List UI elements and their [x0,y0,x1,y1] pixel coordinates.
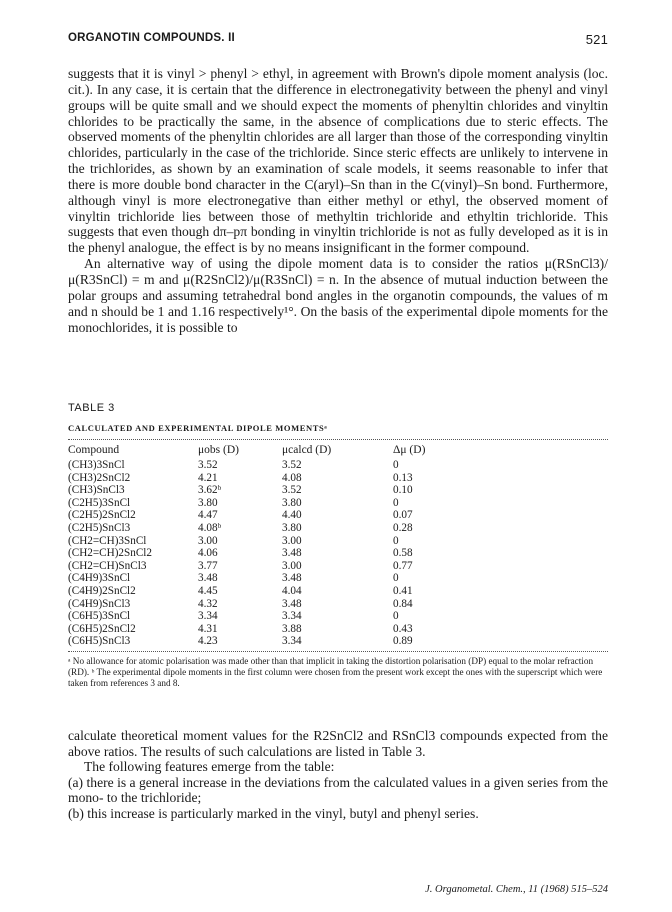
table-row [68,509,608,522]
cell-delta-mu: 0 [393,572,399,585]
cell-compound: (C4H9)3SnCl [68,572,131,585]
cell-mu-calcd: 3.52 [282,459,302,471]
table-row [68,623,608,636]
cell-compound: (C4H9)SnCl3 [68,597,131,610]
header-compound: Compound [68,444,120,456]
cell-mu-calcd: 4.04 [282,584,302,597]
cell-mu-calcd: 3.52 [282,484,302,497]
cell-delta-mu: 0.43 [393,622,413,635]
cell-compound: (C6H5)2SnCl2 [68,622,136,635]
table-row [68,598,608,611]
cell-mu-obs: 3.62ᵇ [198,484,222,497]
cell-delta-mu: 0.13 [393,471,413,484]
cell-mu-calcd: 3.80 [282,496,302,509]
table-3 [68,402,608,689]
header-mu-calcd: μcalcd (D) [282,444,332,456]
table-row [68,497,608,510]
cell-mu-obs: 4.32 [198,597,218,610]
header-mu-obs: μobs (D) [198,444,239,456]
after-table-text [68,728,608,822]
table-body [68,459,608,648]
running-title: ORGANOTIN COMPOUNDS. II [68,32,235,44]
table-row [68,535,608,548]
table-row [68,610,608,623]
cell-mu-calcd: 3.00 [282,559,302,572]
table-row [68,560,608,573]
cell-mu-obs: 4.31 [198,622,218,635]
journal-reference: J. Organometal. Chem., 11 (1968) 515–524 [425,884,608,895]
cell-delta-mu: 0.77 [393,559,413,572]
cell-mu-calcd: 3.34 [282,635,302,648]
table-row [68,472,608,485]
cell-mu-obs: 3.80 [198,496,218,509]
cell-mu-obs: 3.34 [198,610,218,623]
body-text [68,66,608,335]
dipole-table [68,440,608,648]
cell-mu-obs: 4.08ᵇ [198,521,222,534]
cell-mu-obs: 4.45 [198,584,218,597]
cell-mu-obs: 3.00 [198,534,218,547]
cell-delta-mu: 0.28 [393,521,413,534]
cell-delta-mu: 0.84 [393,597,413,610]
cell-mu-calcd: 3.48 [282,572,302,585]
cell-mu-calcd: 3.48 [282,597,302,610]
paragraph-1: suggests that it is vinyl > phenyl > ethyl, in agreement with Brown's dipole moment analysis (loc. cit.). In any case, it is certain that the difference in electronegativity between the phenyl and vinyl groups will be quite small and we should expect the moments of phenyltin chlorides and vinyltin chlorides to be practically the same, in the absence of complications due to steric effects. The observed moments of the phenyltin chlorides are all larger than those of the corresponding vinyltin chlorides, particularly in the case of the trichloride. Since steric effects are unlikely to intervene in the trichlorides, as shown by an examination of scale models, it seems reasonable to infer that there is more double bond character in the C(aryl)–Sn than in the C(vinyl)–Sn bond. Furthermore, although vinyl is more electronegative than either methyl or ethyl, the observed moment of vinyltin trichloride lies between those of methyltin trichloride and ethyltin trichloride. This suggests that even though dπ–pπ bonding in vinyltin trichloride is not as fully developed as it is in the phenyl analogue, the effect is by no means insignificant in the former compound. [68,66,608,256]
list-item-a: (a) there is a general increase in the deviations from the calculated values in a given series from the mono- to the trichloride; [68,774,608,806]
cell-mu-obs: 4.23 [198,635,218,648]
cell-delta-mu: 0.89 [393,635,413,648]
cell-mu-calcd: 3.80 [282,521,302,534]
table-row [68,635,608,648]
cell-mu-calcd: 3.34 [282,610,302,623]
header-delta-mu: Δμ (D) [393,444,426,456]
paragraph-3: calculate theoretical moment values for the R2SnCl2 and RSnCl3 compounds expected from the above ratios. The results of such calculations are listed in Table 3. [68,728,608,759]
cell-mu-calcd: 3.88 [282,622,302,635]
cell-compound: (C4H9)2SnCl2 [68,584,136,597]
cell-compound: (C2H5)2SnCl2 [68,509,136,522]
table-row [68,459,608,472]
cell-delta-mu: 0.41 [393,584,413,597]
page-number: 521 [585,32,608,47]
cell-delta-mu: 0.07 [393,509,413,522]
cell-mu-obs: 3.48 [198,572,218,585]
cell-compound: (CH3)2SnCl2 [68,471,131,484]
table-row [68,522,608,535]
cell-mu-calcd: 4.40 [282,509,302,522]
cell-delta-mu: 0 [393,534,399,547]
table-row [68,585,608,598]
table-label: TABLE 3 [68,402,115,414]
cell-compound: (CH2=CH)2SnCl2 [68,547,153,560]
table-row [68,484,608,497]
cell-delta-mu: 0.58 [393,547,413,560]
table-bottom-rule [68,651,608,652]
cell-mu-calcd: 4.08 [282,471,302,484]
cell-compound: (C6H5)SnCl3 [68,635,131,648]
cell-compound: (CH3)SnCl3 [68,484,125,497]
table-header-row [68,440,608,459]
running-head [68,32,608,47]
paragraph-2: An alternative way of using the dipole moment data is to consider the ratios μ(RSnCl3)/μ(R3SnCl) = m and μ(R2SnCl2)/μ(R3SnCl) = n. In the absence of mutual induction between the polar groups and assuming tetrahedral bond angles in the organotin compounds, the values of m and n should be 1 and 1.16 respectively¹°. On the basis of the experimental dipole moments for the monochlorides, it is possible to [68,256,608,335]
table-footnote: ᵃ No allowance for atomic polarisation was made other than that implicit in taking the distortion polarisation (DP) equal to the molar refraction (RD). ᵇ The experimental dipole moments in the first column were chosen from the present work except the ones with the superscript which were taken from references 3 and 8. [68,655,603,688]
cell-mu-obs: 4.47 [198,509,218,522]
cell-mu-calcd: 3.48 [282,547,302,560]
cell-mu-calcd: 3.00 [282,534,302,547]
cell-compound: (C2H5)SnCl3 [68,521,131,534]
list-item-b: (b) this increase is particularly marked in the vinyl, butyl and phenyl series. [68,805,479,821]
cell-delta-mu: 0.10 [393,484,413,497]
cell-compound: (C2H5)3SnCl [68,496,131,509]
cell-delta-mu: 0 [393,496,399,509]
cell-mu-obs: 4.21 [198,471,218,484]
cell-mu-obs: 3.77 [198,559,218,572]
cell-compound: (CH2=CH)SnCl3 [68,559,147,572]
paragraph-4: The following features emerge from the table: [84,759,335,775]
cell-compound: (CH2=CH)3SnCl [68,534,147,547]
cell-mu-obs: 3.52 [198,459,218,471]
table-title: CALCULATED AND EXPERIMENTAL DIPOLE MOMENTSᵃ [68,423,328,433]
cell-compound: (C6H5)3SnCl [68,610,131,623]
cell-compound: (CH3)3SnCl [68,459,125,471]
table-row [68,547,608,560]
cell-mu-obs: 4.06 [198,547,218,560]
cell-delta-mu: 0 [393,610,399,623]
cell-delta-mu: 0 [393,459,399,471]
table-row [68,572,608,585]
